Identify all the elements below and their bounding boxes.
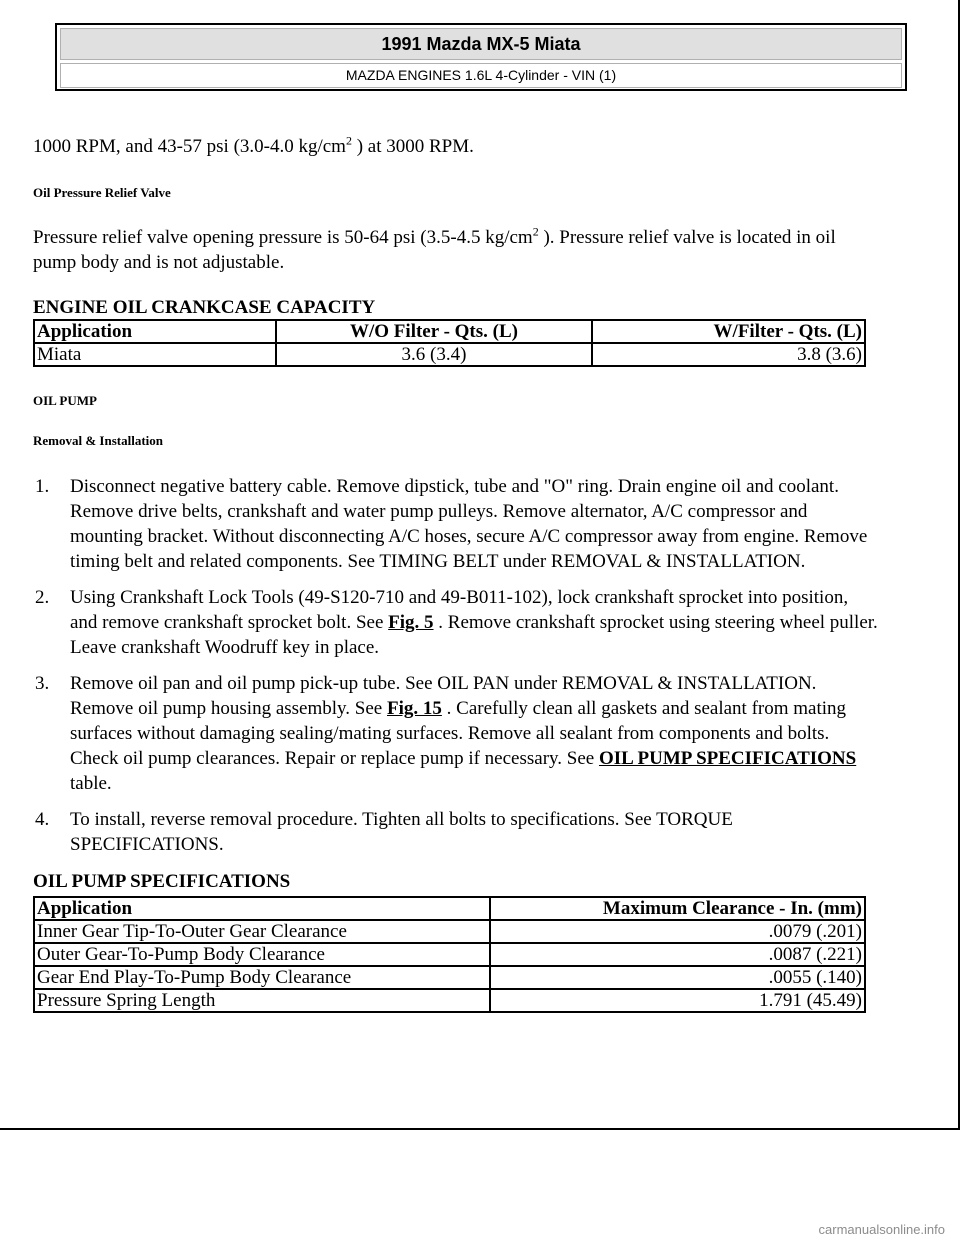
step-text: . Carefully clean all gaskets and sealant from mating surfaces without damaging sealing/mating surfaces. Remove all sealant from components and bolts. Check oil pump clearances. Repair or replace pump if necessary. See [70,698,847,769]
header-subtitle: MAZDA ENGINES 1.6L 4-Cylinder - VIN (1) [60,63,902,88]
crankcase-capacity-table [33,319,866,367]
text-span: ). Pressure relief valve is located in oil pump body and is not adjustable. [33,227,836,273]
table-row [34,943,865,966]
crankcase-table-title: ENGINE OIL CRANKCASE CAPACITY [33,297,376,318]
step-number: 2. [35,587,50,608]
oil-pressure-continuation [33,134,878,159]
table-header-row [34,897,865,920]
removal-installation-heading: Removal & Installation [33,433,163,448]
step-text: Using Crankshaft Lock Tools (49-S120-710 and 49-B011-102), lock crankshaft sprocket into position, and remove crankshaft sprocket bolt. See [70,587,849,633]
superscript: 2 [532,224,539,239]
step-text: Disconnect negative battery cable. Remove dipstick, tube and "O" ring. Drain engine oil and coolant. Remove drive belts, crankshaft and water pump pulleys. Remove alternator, A/C compressor and mounting bracket. Without disconnecting A/C hoses, secure A/C compressor away from engine. Remove timing belt and related components. See TIMING BELT under REMOVAL & INSTALLATION. [70,476,868,572]
table-cell: Gear End Play-To-Pump Body Clearance [34,966,490,989]
relief-valve-text [33,225,878,275]
step-text: Remove oil pan and oil pump pick-up tube. See OIL PAN under REMOVAL & INSTALLATION. Remove oil pump housing assembly. See [70,673,817,719]
list-item [33,585,878,660]
header-cell: W/Filter - Qts. (L) [592,320,865,343]
text-span: Pressure relief valve opening pressure is 50-64 psi (3.5-4.5 kg/cm [33,227,533,248]
step-text: table. [70,773,112,794]
relief-valve-heading: Oil Pressure Relief Valve [33,185,171,200]
fig-5-link[interactable]: Fig. 5 [388,612,434,633]
step-text: . Remove crankshaft sprocket using steering wheel puller. Leave crankshaft Woodruff key in place. [70,612,878,658]
table-cell: Outer Gear-To-Pump Body Clearance [34,943,490,966]
table-cell: .0087 (.221) [490,943,865,966]
text-span: 1000 RPM, and 43-57 psi (3.0-4.0 kg/cm [33,136,346,157]
table-row [34,343,865,366]
list-item [33,807,878,857]
step-text: To install, reverse removal procedure. Tighten all bolts to specifications. See TORQUE SPECIFICATIONS. [70,809,733,855]
list-item [33,671,878,796]
header-cell: Maximum Clearance - In. (mm) [490,897,865,920]
table-cell: 3.8 (3.6) [592,343,865,366]
step-number: 3. [35,673,50,694]
header-title: 1991 Mazda MX-5 Miata [60,28,902,60]
header-cell: W/O Filter - Qts. (L) [276,320,592,343]
page-content [33,134,878,1013]
table-row [34,989,865,1012]
table-row [34,920,865,943]
text-span: ) at 3000 RPM. [351,136,474,157]
table-cell: Pressure Spring Length [34,989,490,1012]
table-cell: .0055 (.140) [490,966,865,989]
step-number: 4. [35,809,50,830]
document-header [55,23,907,91]
table-cell: .0079 (.201) [490,920,865,943]
header-cell: Application [34,320,276,343]
list-item [33,474,878,574]
pump-spec-table-title: OIL PUMP SPECIFICATIONS [33,871,291,892]
oil-pump-heading: OIL PUMP [33,393,97,408]
table-row [34,966,865,989]
table-cell: Miata [34,343,276,366]
step-number: 1. [35,476,50,497]
superscript: 2 [345,133,352,148]
header-cell: Application [34,897,490,920]
oil-pump-spec-table [33,896,866,1013]
oil-pump-specifications-link[interactable]: OIL PUMP SPECIFICATIONS [598,748,857,769]
table-cell: 1.791 (45.49) [490,989,865,1012]
procedure-steps [33,474,878,857]
table-header-row [34,320,865,343]
table-cell: Inner Gear Tip-To-Outer Gear Clearance [34,920,490,943]
fig-15-link[interactable]: Fig. 15 [387,698,442,719]
table-cell: 3.6 (3.4) [276,343,592,366]
site-watermark: carmanualsonline.info [818,1222,945,1237]
